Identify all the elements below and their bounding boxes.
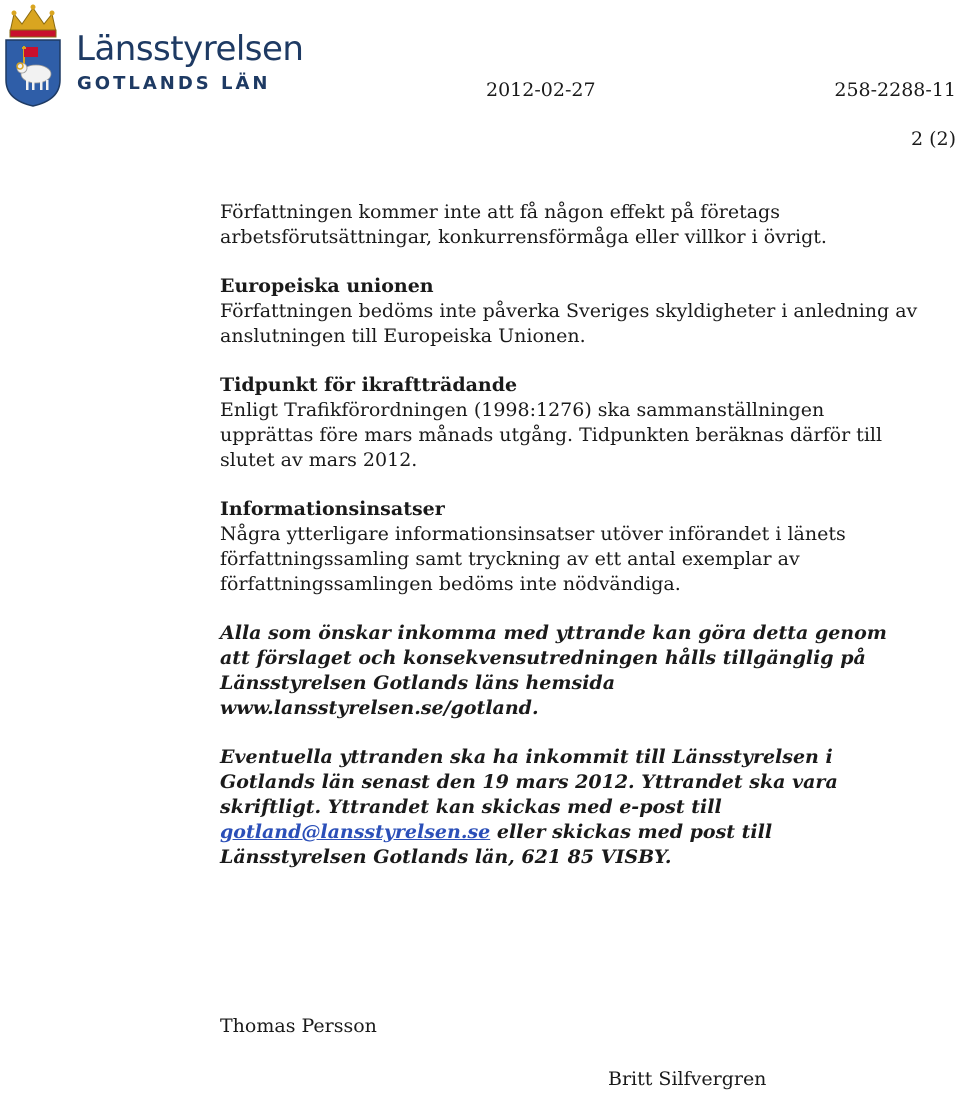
section-information	[220, 497, 920, 597]
submission-text-start: Eventuella yttranden ska ha inkommit till Länsstyrelsen i Gotlands län senast den 19 mars 2012. Yttrandet ska vara skriftligt. Yttrandet kan skickas med e-post till	[220, 746, 838, 818]
agency-county: GOTLANDS LÄN	[77, 73, 271, 94]
email-link[interactable]: gotland@lansstyrelsen.se	[220, 821, 491, 843]
section-heading: Europeiska unionen	[220, 275, 434, 297]
section-eu	[220, 274, 920, 349]
section-heading: Informationsinsatser	[220, 498, 445, 520]
agency-name: Länsstyrelsen	[76, 29, 304, 69]
coat-of-arms-icon	[2, 2, 64, 108]
signature-second: Britt Silfvergren	[608, 1068, 767, 1090]
letterhead	[0, 0, 960, 150]
page-number: 2 (2)	[910, 128, 956, 150]
signature-first: Thomas Persson	[220, 1015, 377, 1037]
section-text: Enligt Trafikförordningen (1998:1276) ska sammanställningen upprättas före mars månads utgång. Tidpunkten beräknas därför till slutet av mars 2012.	[220, 399, 883, 471]
agency-logo	[2, 2, 304, 110]
section-effective-date	[220, 373, 920, 473]
submission-notice	[220, 745, 920, 870]
section-heading: Tidpunkt för ikraftträdande	[220, 374, 518, 396]
document-number: 258-2288-11	[834, 79, 956, 101]
document-date: 2012-02-27	[486, 79, 596, 101]
section-text: Några ytterligare informationsinsatser utöver införandet i länets författningssamling samt tryckning av ett antal exemplar av författningssamlingen bedöms inte nödvändiga.	[220, 523, 846, 595]
intro-paragraph: Författningen kommer inte att få någon effekt på företags arbetsförutsättningar, konkurrensförmåga eller villkor i övrigt.	[220, 201, 827, 248]
section-text: Författningen bedöms inte påverka Sveriges skyldigheter i anledning av anslutningen till Europeiska Unionen.	[220, 300, 918, 347]
submission-text-end: eller skickas med post till Länsstyrelsen Gotlands län, 621 85 VISBY.	[220, 821, 773, 868]
letter-body	[220, 200, 920, 894]
consultation-notice: Alla som önskar inkomma med yttrande kan göra detta genom att förslaget och konsekvensutredningen hålls tillgänglig på Länsstyrelsen Gotlands läns hemsida www.lansstyrelsen.se/gotland.	[220, 622, 887, 719]
